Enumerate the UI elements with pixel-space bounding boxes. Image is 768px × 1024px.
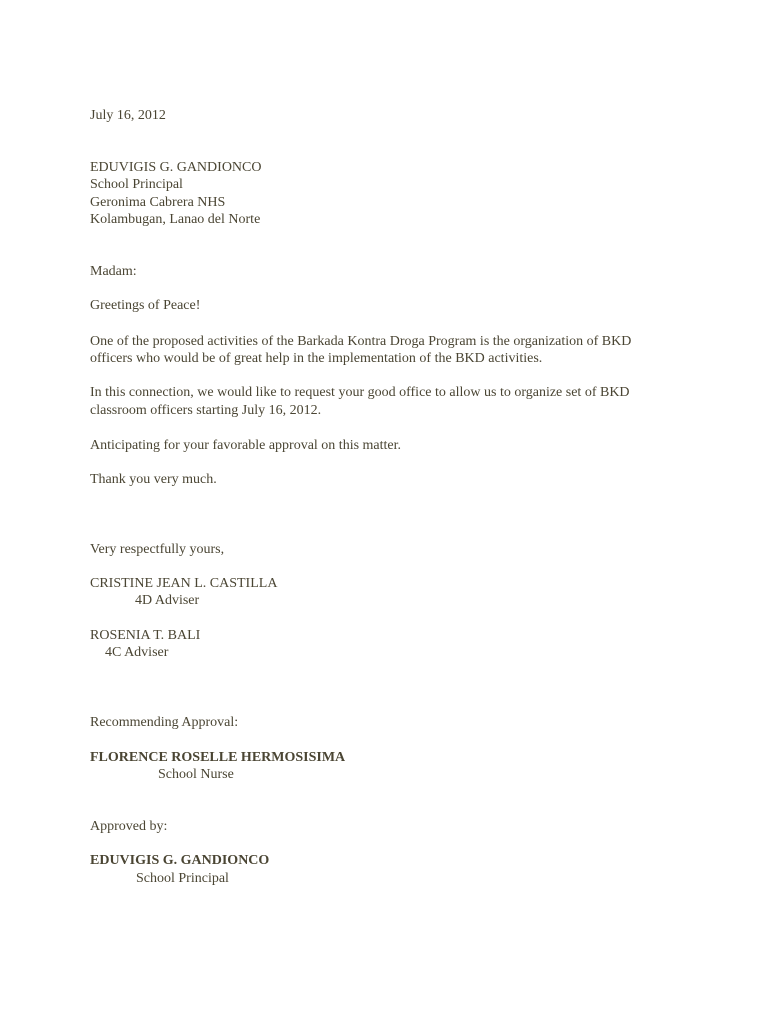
signatory-name: ROSENIA T. BALI [90, 628, 201, 643]
letter-date: July 16, 2012 [90, 108, 166, 123]
closing: Very respectfully yours, [90, 542, 225, 557]
recipient-address: Kolambugan, Lanao del Norte [90, 212, 261, 227]
recipient-name: EDUVIGIS G. GANDIONCO [90, 160, 262, 175]
thanks-line: Thank you very much. [90, 472, 217, 487]
recipient-title: School Principal [90, 177, 183, 192]
paragraph1-line2: officers who would be of great help in the implementation of the BKD activities. [90, 351, 543, 366]
salutation: Madam: [90, 264, 137, 279]
approved-role: School Principal [136, 871, 229, 886]
recommending-label: Recommending Approval: [90, 715, 239, 730]
paragraph2-line1: In this connection, we would like to request your good office to allow us to organize set of BKD [90, 385, 630, 400]
paragraph1-line1: One of the proposed activities of the Barkada Kontra Droga Program is the organization of BKD [90, 334, 632, 349]
greeting: Greetings of Peace! [90, 298, 201, 313]
paragraph3: Anticipating for your favorable approval on this matter. [90, 438, 402, 453]
recommending-role: School Nurse [158, 767, 234, 782]
approved-label: Approved by: [90, 819, 168, 834]
signatory-name: CRISTINE JEAN L. CASTILLA [90, 576, 278, 591]
recommending-name: FLORENCE ROSELLE HERMOSISIMA [90, 750, 346, 765]
paragraph2-line2: classroom officers starting July 16, 2012. [90, 403, 322, 418]
recipient-school: Geronima Cabrera NHS [90, 195, 226, 210]
signatory-role: 4D Adviser [135, 593, 200, 608]
approved-name: EDUVIGIS G. GANDIONCO [90, 853, 270, 868]
signatory-role: 4C Adviser [105, 645, 169, 660]
